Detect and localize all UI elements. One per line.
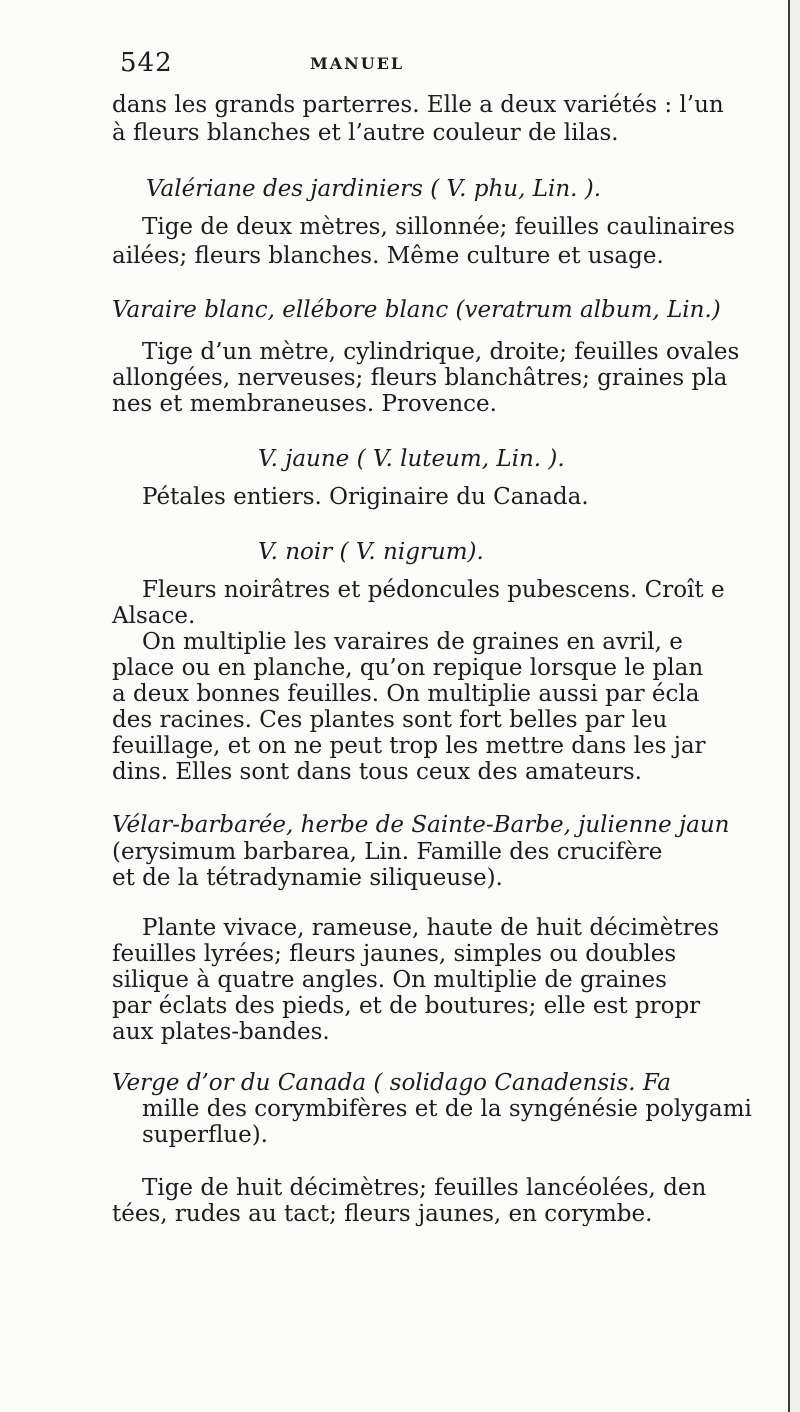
text-line: Tige de deux mètres, sillonnée; feuilles caulinaires [142,214,735,240]
text-line: superflue). [142,1122,268,1148]
text-line: Tige d’un mètre, cylindrique, droite; feuilles ovales [142,339,740,365]
text-line: par éclats des pieds, et de boutures; elle est propr [112,993,701,1019]
page-edge [788,0,800,1412]
text-line: Pétales entiers. Originaire du Canada. [142,484,589,510]
text-line: silique à quatre angles. On multiplie de graines [112,967,667,993]
text-line: feuilles lyrées; fleurs jaunes, simples ou doubles [112,941,677,967]
text-line: Fleurs noirâtres et pédoncules pubescens. Croît e [142,577,725,603]
text-line: (erysimum barbarea, Lin. Famille des crucifère [112,839,663,865]
text-line: allongées, nerveuses; fleurs blanchâtres; graines pla [112,365,728,391]
text-line: aux plates-bandes. [112,1019,330,1045]
text-line: Alsace. [112,603,196,629]
text-line: et de la tétradynamie siliqueuse). [112,865,503,891]
text-line: On multiplie les varaires de graines en avril, e [142,629,683,655]
running-head: MANUEL [310,54,405,73]
entry-heading: Verge d’or du Canada ( solidago Canadensis. Fa [112,1070,672,1096]
text-line: dans les grands parterres. Elle a deux variétés : l’un [112,92,724,118]
entry-heading: Varaire blanc, ellébore blanc (veratrum album, Lin.) [112,297,721,323]
page-number: 542 [120,48,173,78]
text-line: a deux bonnes feuilles. On multiplie aussi par écla [112,681,700,707]
page-header [120,48,760,88]
entry-heading: Vélar-barbarée, herbe de Sainte-Barbe, julienne jaun [112,812,730,838]
text-line: Tige de huit décimètres; feuilles lancéolées, den [142,1175,707,1201]
text-line: mille des corymbifères et de la syngénésie polygami [142,1096,752,1122]
text-line: ailées; fleurs blanches. Même culture et usage. [112,243,664,269]
text-line: dins. Elles sont dans tous ceux des amateurs. [112,759,642,785]
text-line: feuillage, et on ne peut trop les mettre dans les jar [112,733,706,759]
text-line: des racines. Ces plantes sont fort belles par leu [112,707,668,733]
text-line: nes et membraneuses. Provence. [112,391,497,417]
entry-heading: V. noir ( V. nigrum). [258,539,484,565]
text-line: Plante vivace, rameuse, haute de huit décimètres [142,915,719,941]
text-line: à fleurs blanches et l’autre couleur de lilas. [112,120,619,146]
text-line: place ou en planche, qu’on repique lorsque le plan [112,655,704,681]
entry-heading: Valériane des jardiniers ( V. phu, Lin. ). [146,176,602,202]
text-line: tées, rudes au tact; fleurs jaunes, en corymbe. [112,1201,653,1227]
entry-heading: V. jaune ( V. luteum, Lin. ). [258,446,565,472]
